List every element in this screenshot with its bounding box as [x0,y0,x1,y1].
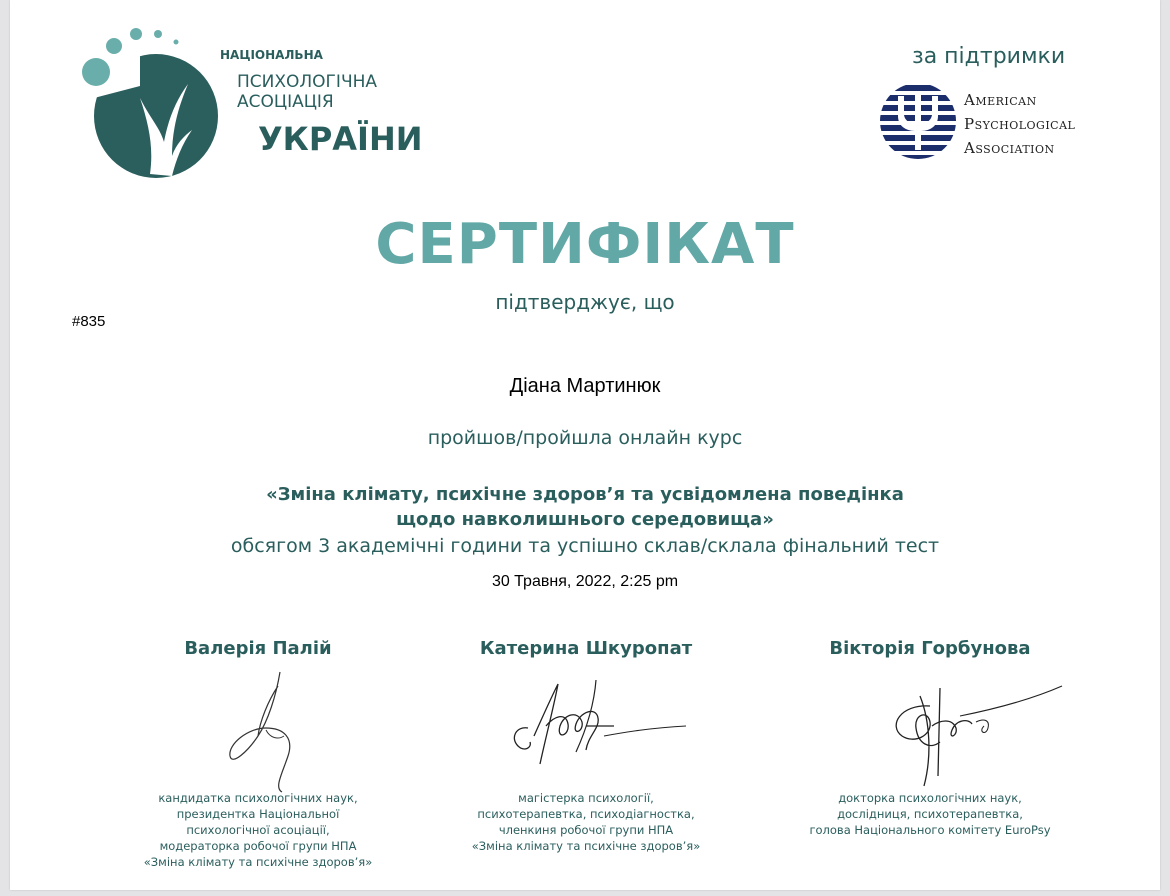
signer-3 [780,638,1080,837]
course-title [10,482,1160,532]
signer-name: Валерія Палій [184,638,332,659]
npa-emblem-icon [80,26,220,186]
completed-text: пройшов/пройшла онлайн курс [427,427,743,449]
signer-desc-line: кандидатка психологічних наук, [158,791,358,805]
signer-desc-line: докторка психологічних наук, [838,791,1022,805]
course-volume: обсягом 3 академічні години та успішно склав/склала фінальний тест [230,535,940,557]
signer-desc-line: президентка Національної [176,807,340,821]
signer-description [436,790,736,854]
support-label: за підтримки [912,44,1066,69]
signer-name: Вікторія Горбунова [829,638,1031,659]
signer-desc-line: дослідниця, психотерапевтка, [837,807,1023,821]
signer-desc-line: «Зміна клімату та психічне здоров’я» [143,855,373,869]
signer-desc-line: голова Національного комітету EuroPsy [809,823,1051,837]
org-name-mid-line-1: ПСИХОЛОГІЧНА [237,72,378,92]
apa-line-3: Association [964,139,1055,157]
signer-description [108,790,408,870]
signature-2 [436,666,736,796]
signer-name: Катерина Шкуропат [479,638,693,659]
signer-2 [436,638,736,853]
signer-desc-line: магістерка психології, [518,791,654,805]
signature-3 [780,666,1080,796]
signer-desc-line: психотерапевтка, психодіагностка, [477,807,695,821]
certificate-number: #835 [72,313,106,330]
certificate-title: СЕРТИФІКАТ [375,212,795,277]
apa-wordmark [964,88,1075,160]
org-name-big: УКРАЇНИ [258,120,423,158]
npa-logo [80,26,423,186]
certificate-page [10,0,1160,890]
signature-1 [108,666,408,796]
org-name-small: НАЦІОНАЛЬНА [220,48,323,62]
signer-desc-line: психологічної асоціації, [186,823,330,837]
signer-desc-line: модераторка робочої групи НПА [159,839,357,853]
signer-description [780,790,1080,838]
org-name-mid-line-2: АСОЦІАЦІЯ [237,92,334,112]
apa-line-1: American [964,91,1037,109]
certificate-subtitle: підтверджує, що [495,290,675,314]
apa-line-2: Psychological [964,115,1076,133]
issue-date: 30 Травня, 2022, 2:25 pm [491,573,679,590]
apa-psi-logo-icon [878,78,958,164]
recipient-name: Діана Мартинюк [509,375,661,397]
signer-1 [108,638,408,869]
signer-desc-line: членкиня робочої групи НПА [498,823,674,837]
signer-desc-line: «Зміна клімату та психічне здоров’я» [471,839,701,853]
course-title-line-2: щодо навколишнього середовища» [396,509,774,530]
org-name-mid [237,72,397,112]
course-title-line-1: «Зміна клімату, психічне здоров’я та усвідомлена поведінка [266,484,904,505]
